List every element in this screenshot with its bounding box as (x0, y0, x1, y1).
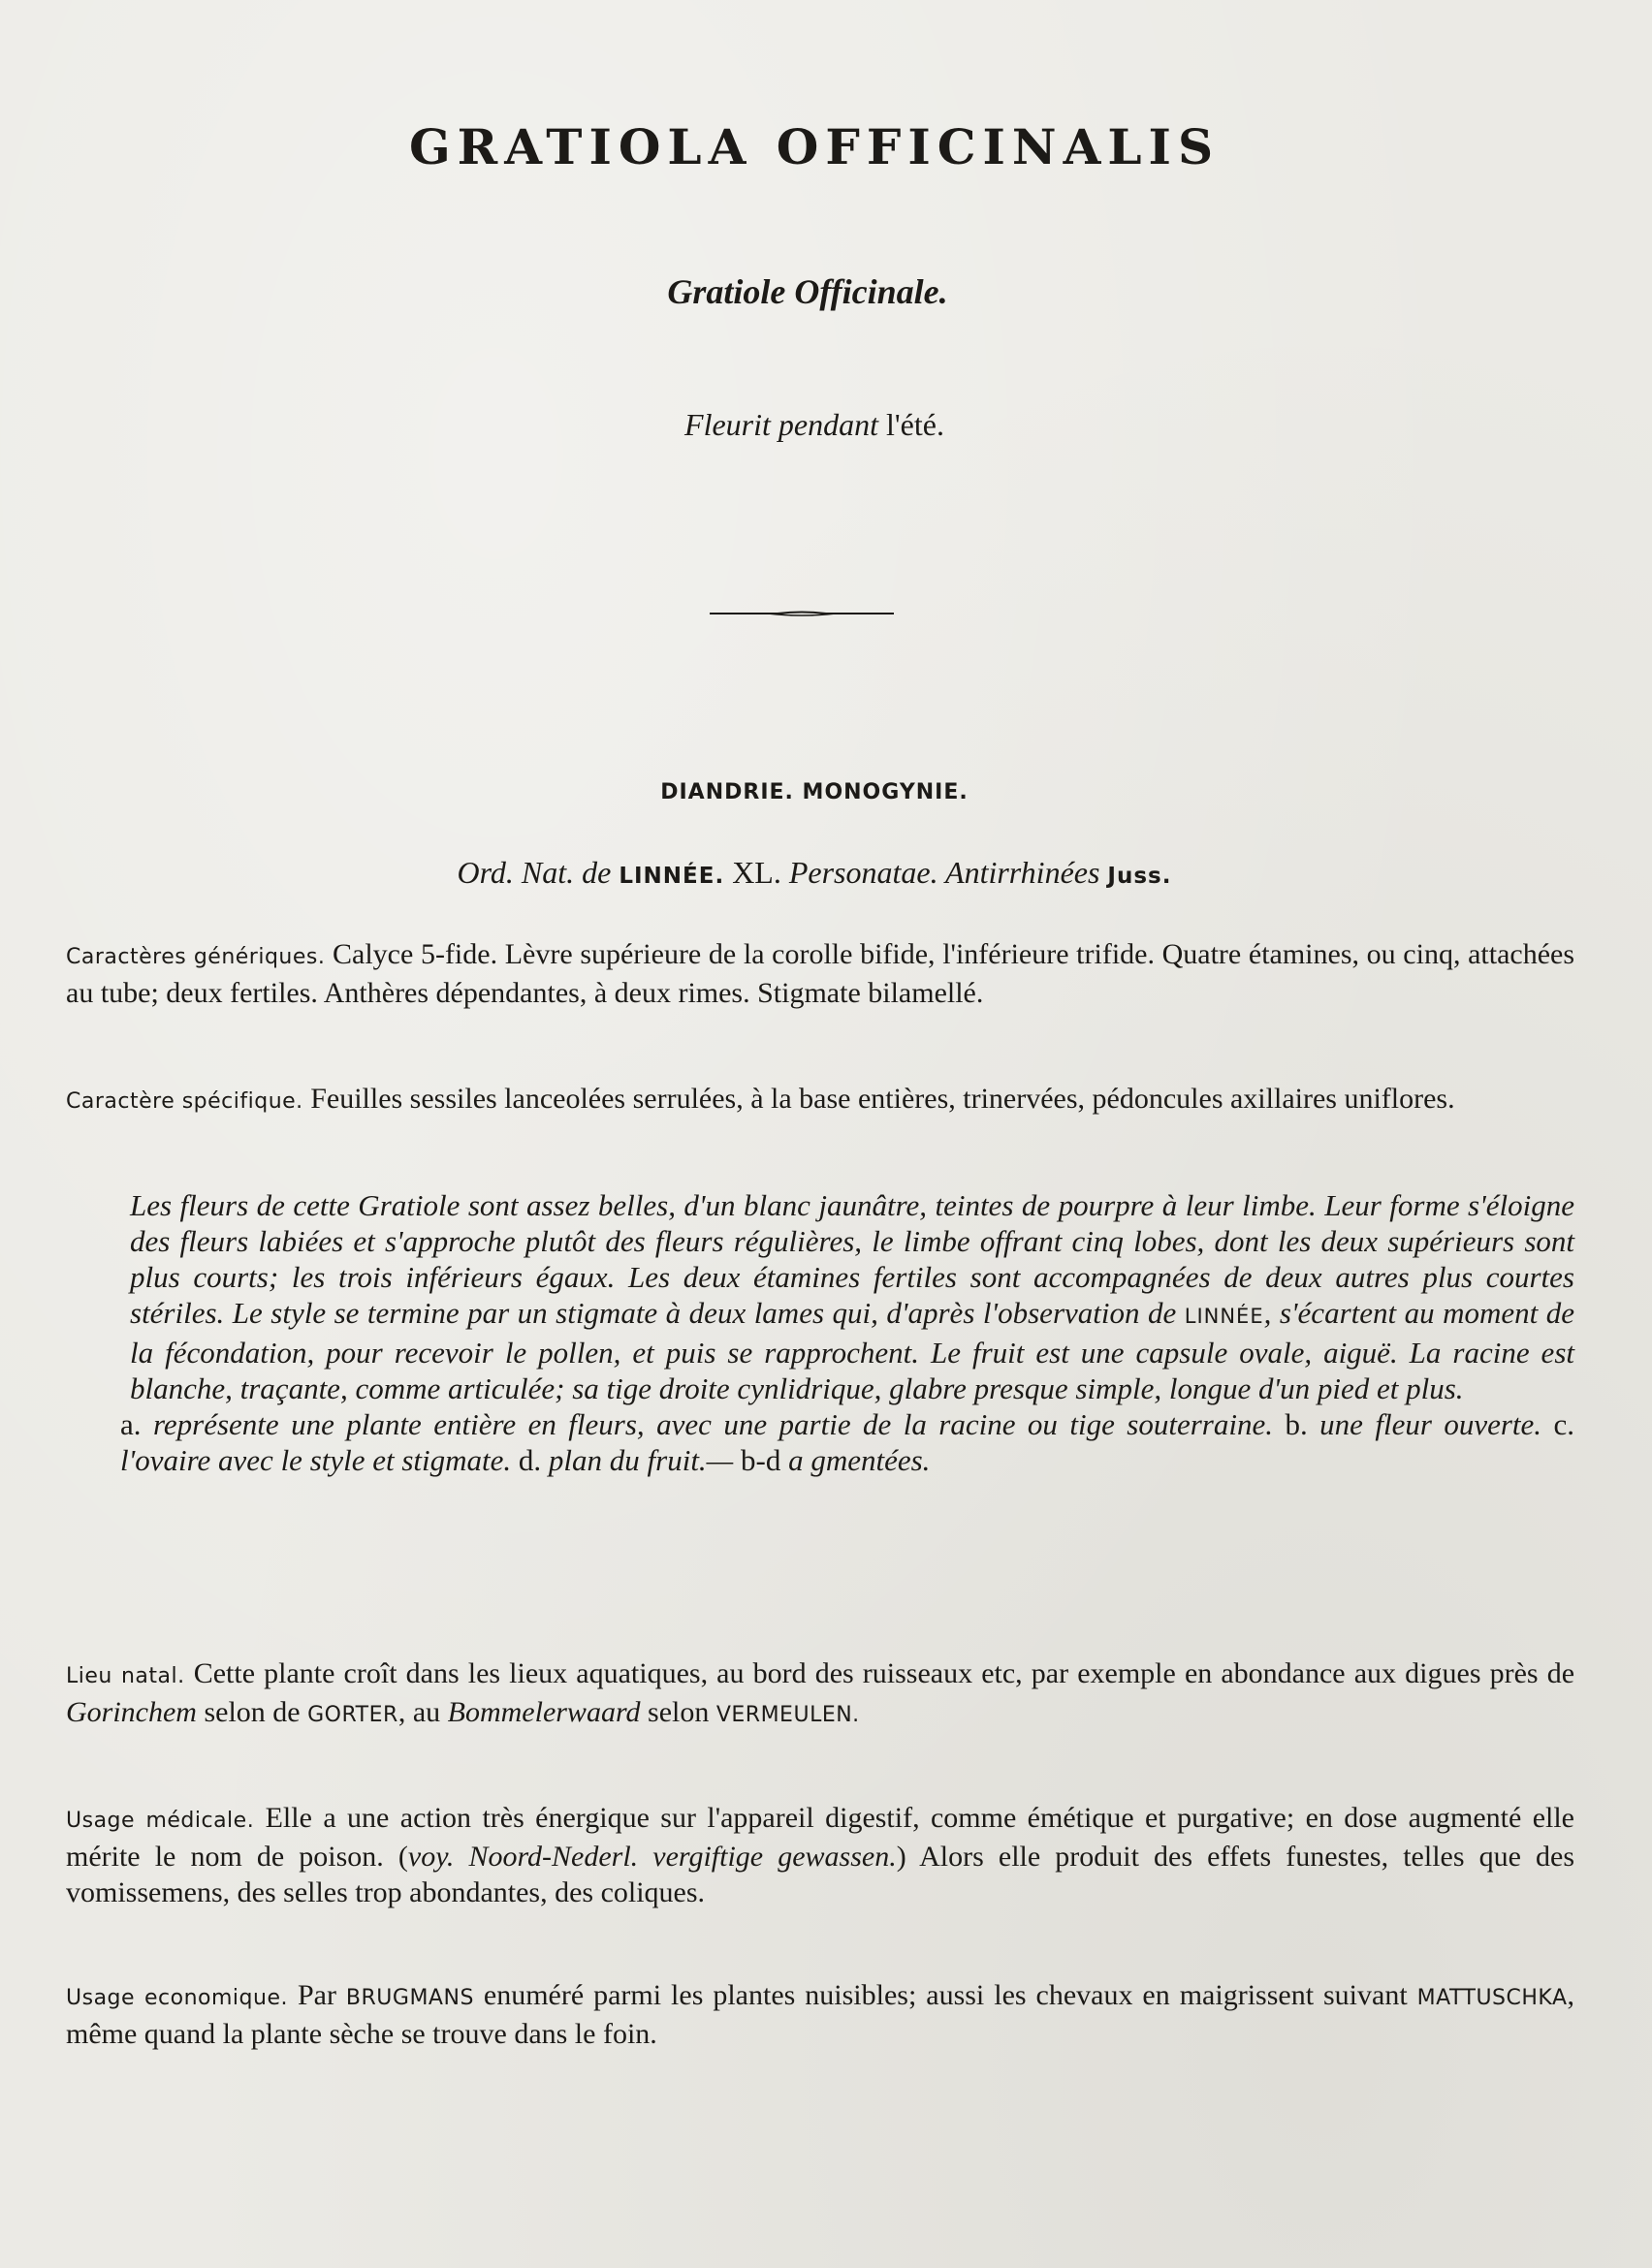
place-bommelerwaard: Bommelerwaard (447, 1696, 641, 1728)
fig-b-text: une fleur ouverte. (1319, 1407, 1542, 1441)
plant-description (120, 1187, 1575, 1478)
author-gorter: GORTER (307, 1703, 398, 1727)
generic-characters (66, 936, 1574, 1011)
habitat-text-1: Cette plante croît dans les lieux aquatiques, au bord des ruisseaux etc, par exemple en abondance aux digues près de (193, 1657, 1575, 1689)
medical-label: Usage médicale. (66, 1809, 255, 1833)
medical-usage (66, 1800, 1574, 1910)
flowering-season (0, 407, 1629, 443)
medical-reference: voy. Noord-Nederl. vergiftige gewassen. (407, 1841, 897, 1873)
french-name: Gratiole Officinale. (667, 272, 948, 311)
description-text-a: Les fleurs de cette Gratiole sont assez belles, d'un blanc jaunâtre, teintes de pourpre à leur limbe. Leur forme s'éloigne des fleurs labiées et s'approche plutôt des fleurs régulières, le limbe offrant cinq lobes, dont les deux supérieurs sont plus courts; les trois inférieurs égaux. Les deux étamines fertiles sont accompagnées de deux autres plus courtes stériles. Le style se termine par un stigmate à deux lames qui, d'après l'observation de (130, 1188, 1574, 1330)
author-linne-inline: LINNÉE (1184, 1305, 1264, 1328)
fig-a: a. (120, 1407, 142, 1441)
order-prefix: Ord. Nat. de (457, 855, 612, 890)
habitat-text-3: , au (397, 1696, 441, 1728)
flowering-season-value: l'été. (886, 407, 944, 442)
order-names: Personatae. Antirrhinées (788, 855, 1100, 890)
fig-b: b. (1285, 1407, 1308, 1441)
author-vermeulen: VERMEULEN. (715, 1703, 860, 1727)
fig-c-text: l'ovaire avec le style et stigmate. (120, 1443, 512, 1477)
fig-end: a gmentées. (788, 1443, 931, 1477)
fig-d-text: plan du fruit.— (548, 1443, 734, 1477)
natural-order (0, 855, 1629, 891)
flowering-label: Fleurit pendant (684, 407, 878, 442)
specific-character (66, 1081, 1574, 1119)
generic-label: Caractères génériques. (66, 945, 326, 969)
author-brugmans: BRUGMANS (345, 1986, 474, 2010)
economic-text-2: enuméré parmi les plantes nuisibles; aussi les chevaux en maigrissent suivant (483, 1979, 1408, 2011)
order-number: XL. (732, 855, 781, 890)
economic-text-3: , même quand la plante sèche se trouve dans le foin. (66, 1979, 1574, 2050)
linnaean-class: DIANDRIE. MONOGYNIE. (660, 780, 969, 804)
description-text-b: , s'écartent au moment de la fécondation, pour recevoir le pollen, et puis se rapprochent. Le fruit est une capsule ovale, aiguë. La racine est blanche, traçante, comme articulée; sa tige droite cynlidrique, glabre presque simple, longue d'un pied et plus. (130, 1296, 1575, 1405)
habitat-text-2: selon de (204, 1696, 301, 1728)
author-mattuschka: MATTUSCHKA (1416, 1986, 1568, 2010)
fig-c: c. (1553, 1407, 1575, 1441)
specific-label: Caractère spécifique. (66, 1089, 303, 1114)
fig-bd: b-d (741, 1443, 781, 1477)
author-linne: LINNÉE. (619, 864, 725, 889)
fig-d: d. (518, 1443, 542, 1477)
generic-text: Calyce 5-fide. Lèvre supérieure de la corolle bifide, l'inférieure trifide. Quatre étamines, ou cinq, attachées au tube; deux fertiles. Anthères dépendantes, à deux rimes. Stigmate bilamellé. (66, 938, 1575, 1009)
description-paragraph (130, 1187, 1574, 1406)
author-juss: Juss. (1107, 864, 1172, 889)
habitat-label: Lieu natal. (66, 1664, 185, 1688)
fig-a-text: représente une plante entière en fleurs, avec une partie de la racine ou tige souterraine. (152, 1407, 1273, 1441)
page-title: GRATIOLA OFFICINALIS (408, 118, 1221, 175)
economic-label: Usage economique. (66, 1986, 288, 2010)
place-gorinchem: Gorinchem (66, 1696, 197, 1728)
habitat (66, 1655, 1574, 1733)
economic-text-1: Par (297, 1979, 336, 2011)
ornament-rule (710, 609, 894, 618)
medical-text-2: ) Alors elle produit des effets funestes, telles que des vomissemens, des selles trop abondantes, des coliques. (66, 1841, 1575, 1908)
figure-legend (120, 1406, 1574, 1478)
habitat-text-4: selon (648, 1696, 710, 1728)
specific-text: Feuilles sessiles lanceolées serrulées, à la base entières, trinervées, pédoncules axillaires uniflores. (310, 1083, 1455, 1115)
medical-text-1: Elle a une action très énergique sur l'appareil digestif, comme émétique et purgative; en dose augmenté elle mérite le nom de poison. ( (66, 1802, 1574, 1873)
economic-usage (66, 1977, 1574, 2052)
